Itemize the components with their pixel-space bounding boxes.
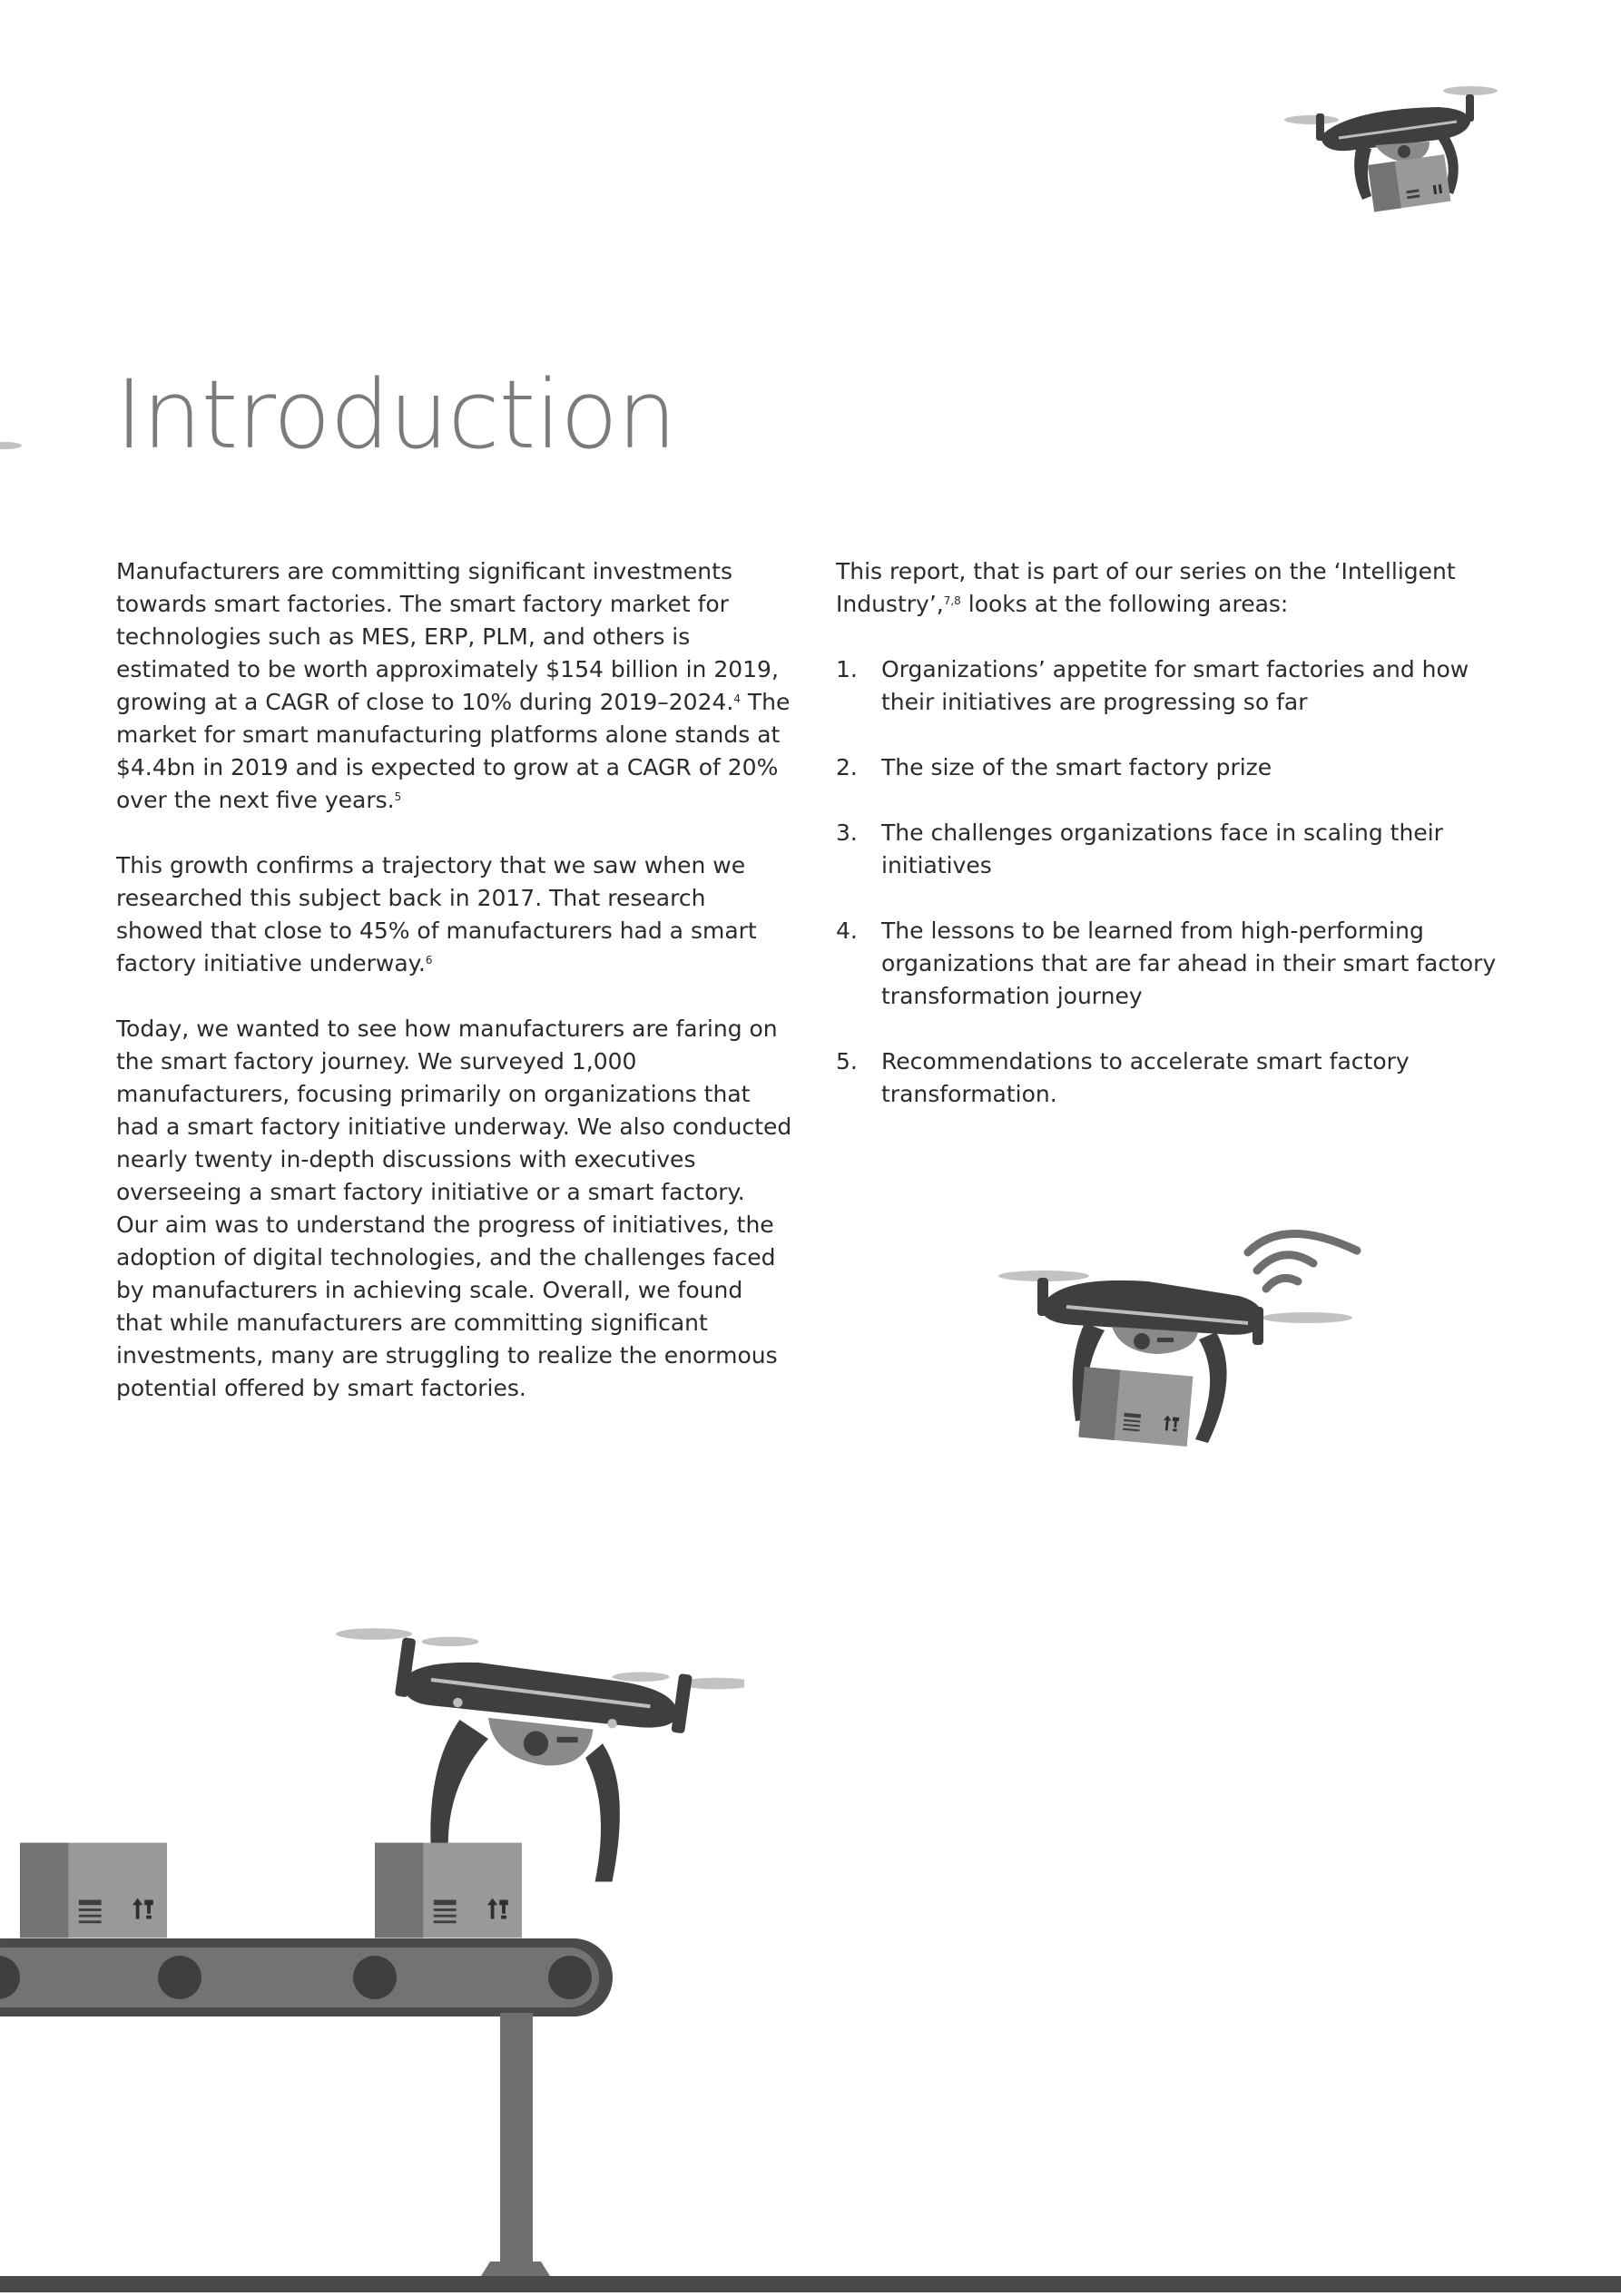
- paragraph-text: The market for smart manufacturing platforms alone stands at $4.4bn in 2019 and is expected to grow at a CAGR of 20% over the next five years.: [116, 689, 791, 813]
- footnote-ref: 4: [733, 692, 741, 705]
- package-box-icon: [375, 1843, 522, 1938]
- paragraph-market: [116, 555, 792, 817]
- drone-illustration-top: [1284, 82, 1507, 227]
- paragraph-text: Manufacturers are committing significant investments towards smart factories. The smart factory market for technologies such as MES, ERP, PLM, and others is estimated to be worth approximately $154 billion in 2019, growing at a CAGR of close to 10% during 2019–2024.: [116, 558, 779, 715]
- paragraph-survey: Today, we wanted to see how manufacturers are faring on the smart factory journey. We surveyed 1,000 manufacturers, focusing primarily on organizations that had a smart factory initiative underway. We also conducted nearly twenty in-depth discussions with executives overseeing a smart factory initiative or a smart factory. Our aim was to understand the progress of initiatives, the adoption of digital technologies, and the challenges faced by manufacturers in achieving scale. Overall, we found that while manufacturers are committing significant investments, many are struggling to realize the enormous potential offered by smart factories.: [116, 1016, 792, 1401]
- paragraph-growth: [116, 849, 792, 980]
- footnote-ref: 6: [425, 954, 433, 966]
- paragraph-report-intro: [836, 555, 1508, 621]
- list-number: 4.: [836, 917, 858, 944]
- package-box-icon: [1368, 154, 1450, 211]
- list-number: 3.: [836, 819, 858, 846]
- list-item-text: Recommendations to accelerate smart factory transformation.: [881, 1048, 1410, 1107]
- wifi-signal-icon: [1248, 1233, 1357, 1289]
- focus-areas-list: [836, 653, 1508, 1111]
- list-number: 1.: [836, 656, 858, 682]
- list-item-text: Organizations’ appetite for smart factories and how their initiatives are progressing so far: [881, 656, 1469, 715]
- list-item: [836, 1045, 1508, 1111]
- right-column: [836, 555, 1508, 1143]
- drone-illustration-middle: [994, 1216, 1375, 1466]
- page-title: Introduction: [115, 359, 676, 470]
- package-box-icon: [20, 1843, 167, 1938]
- list-item: [836, 817, 1508, 882]
- package-box-icon: [1078, 1367, 1193, 1447]
- list-number: 2.: [836, 754, 858, 780]
- footnote-ref: 5: [394, 790, 402, 803]
- conveyor-belt-icon: [0, 1938, 613, 2276]
- paragraph-text: looks at the following areas:: [960, 591, 1289, 617]
- list-number: 5.: [836, 1048, 858, 1074]
- footnote-ref: 7,8: [943, 594, 961, 607]
- list-item-text: The challenges organizations face in scaling their initiatives: [881, 819, 1443, 878]
- conveyor-scene: [0, 1615, 744, 2292]
- ground-bar: [0, 2276, 1621, 2292]
- drone-icon: [1284, 82, 1507, 227]
- list-item-text: The lessons to be learned from high-performing organizations that are far ahead in their smart factory transformation journey: [881, 917, 1497, 1009]
- list-item: [836, 653, 1508, 719]
- left-column: [116, 555, 792, 1437]
- paragraph-text: This report, that is part of our series on the ‘Intelligent Industry’,: [836, 558, 1456, 617]
- propeller-fragment: [0, 437, 22, 448]
- list-item: [836, 751, 1508, 784]
- paragraph-text: This growth confirms a trajectory that we saw when we researched this subject back in 2017. That research showed that close to 45% of manufacturers had a smart factory initiative underway.: [116, 852, 757, 976]
- list-item: [836, 915, 1508, 1013]
- list-item-text: The size of the smart factory prize: [881, 754, 1272, 780]
